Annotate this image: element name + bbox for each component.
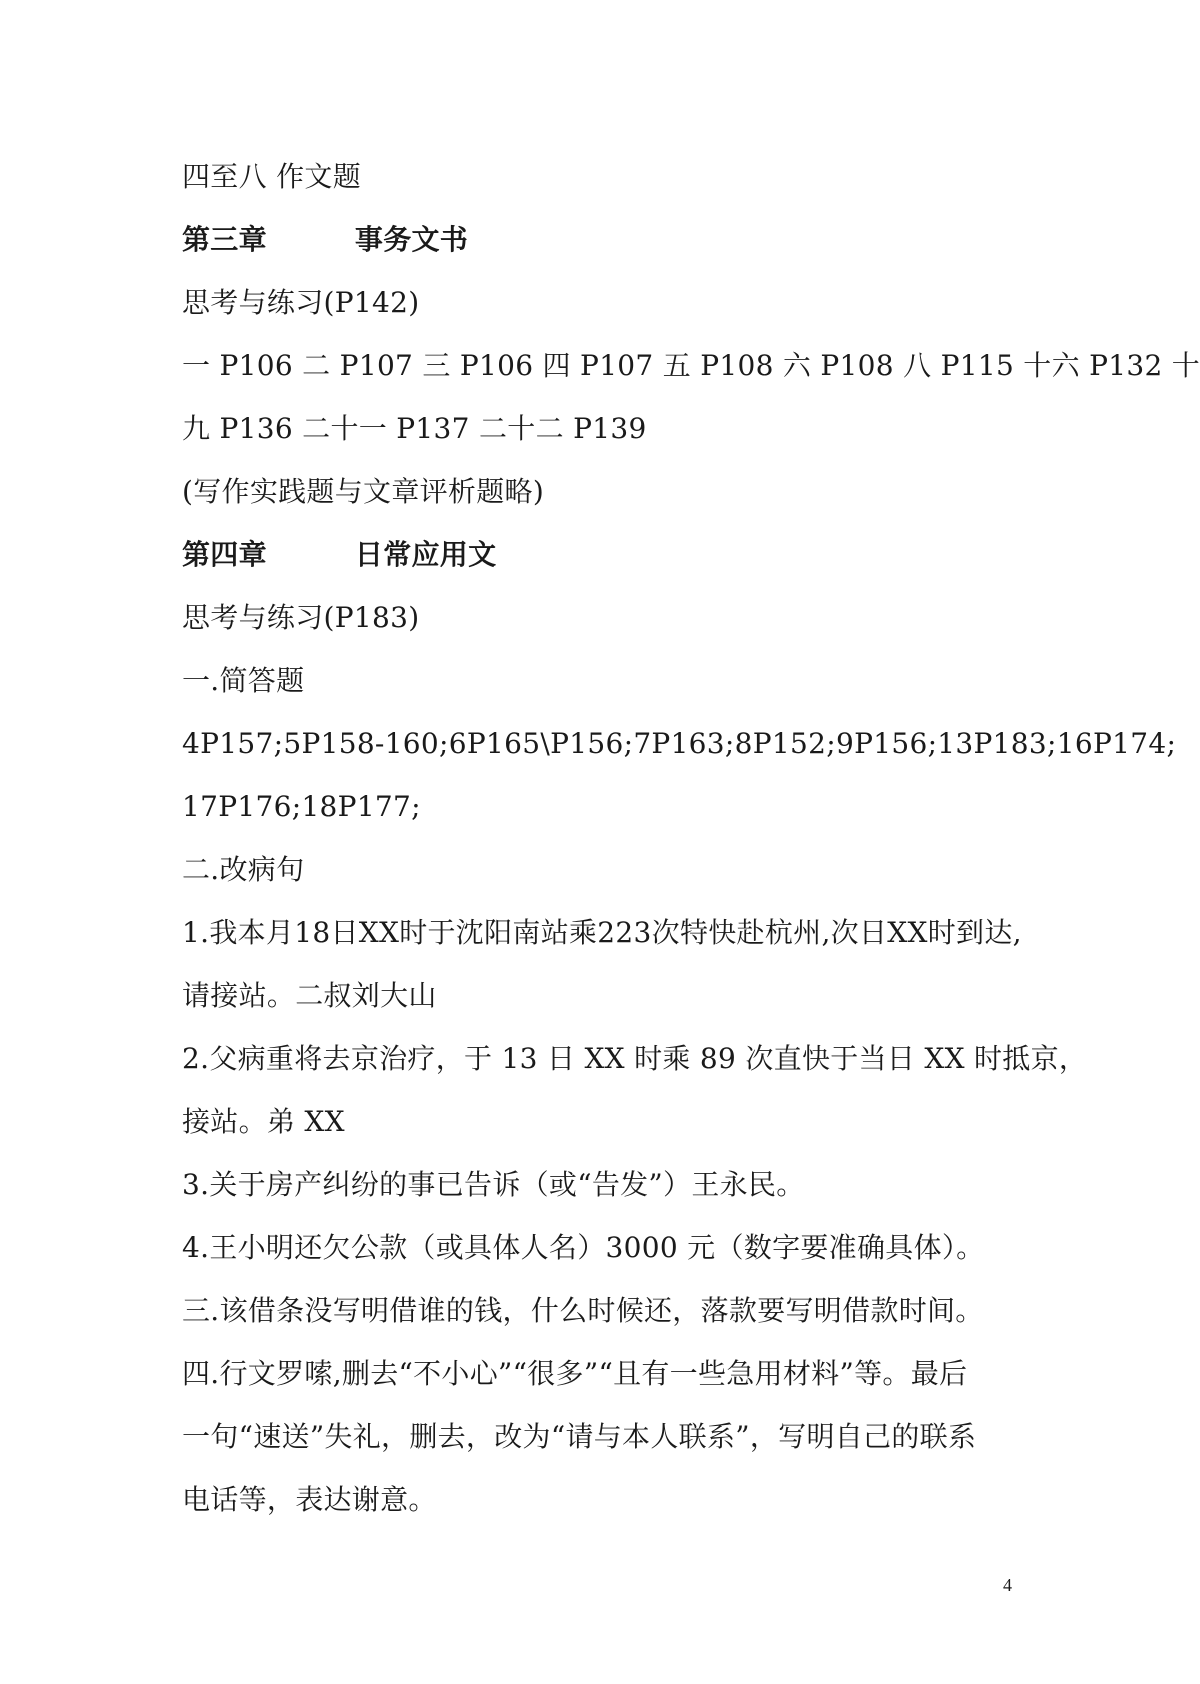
text-line: 三.该借条没写明借谁的钱，什么时候还，落款要写明借款时间。 xyxy=(182,1294,984,1327)
chapter-title: 事务文书 xyxy=(354,223,469,256)
text-line: 电话等，表达谢意。 xyxy=(182,1483,437,1516)
chapter-heading xyxy=(182,523,1020,586)
text-line: 17P176;18P177; xyxy=(182,790,421,823)
page-content xyxy=(182,145,1200,1531)
chapter-number: 第三章 xyxy=(182,223,267,256)
text-line: 二.改病句 xyxy=(182,853,305,886)
chapter-heading xyxy=(182,208,1020,271)
text-line: 4P157;5P158-160;6P165\P156;7P163;8P152;9P156;13P183;16P174; xyxy=(182,727,1177,760)
text-line: (写作实践题与文章评析题略) xyxy=(182,475,545,508)
chapter-title: 日常应用文 xyxy=(354,538,497,571)
text-line: 接站。弟 XX xyxy=(182,1105,345,1138)
text-line: 请接站。二叔刘大山 xyxy=(182,979,437,1012)
text-line: 九 P136 二十一 P137 二十二 P139 xyxy=(182,412,647,445)
text-line: 一句“速送”失礼，删去，改为“请与本人联系”，写明自己的联系 xyxy=(182,1420,977,1453)
page-number: 4 xyxy=(1003,1575,1012,1595)
text-line: 3.关于房产纠纷的事已告诉（或“告发”）王永民。 xyxy=(182,1168,805,1201)
text-line: 一 P106 二 P107 三 P106 四 P107 五 P108 六 P108 八 P115 十六 P132 十 xyxy=(182,349,1200,382)
text-line: 四.行文罗嗦,删去“不小心”“很多”“且有一些急用材料”等。最后 xyxy=(182,1357,968,1390)
text-line: 思考与练习(P142) xyxy=(182,286,420,319)
chapter-number: 第四章 xyxy=(182,538,267,571)
text-line: 一.简答题 xyxy=(182,664,305,697)
text-line: 思考与练习(P183) xyxy=(182,601,420,634)
text-line: 4.王小明还欠公款（或具体人名）3000 元（数字要准确具体）。 xyxy=(182,1231,985,1264)
text-line: 2.父病重将去京治疗，于 13 日 XX 时乘 89 次直快于当日 XX 时抵京， xyxy=(182,1042,1088,1075)
text-line: 1.我本月18日XX时于沈阳南站乘223次特快赴杭州,次日XX时到达, xyxy=(182,916,1022,949)
text-line: 四至八 作文题 xyxy=(182,160,362,193)
